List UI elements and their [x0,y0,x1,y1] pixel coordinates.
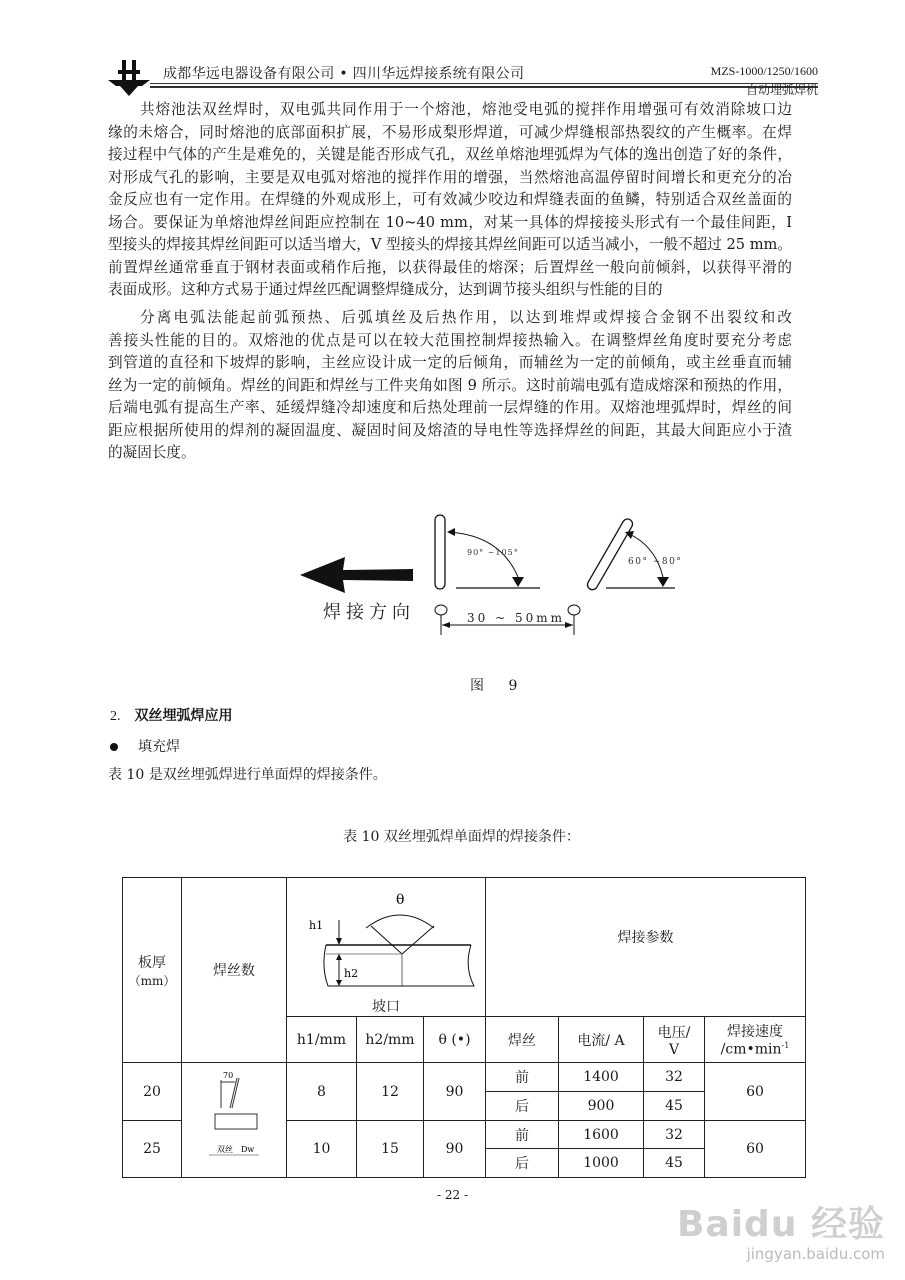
angle-rear-label: 60° ~80° [628,557,683,567]
wire-sketch-dim: 70 [223,1071,234,1080]
cell-wire: 前 [486,1063,559,1092]
header-speed-line1: 焊接速度 [727,1024,784,1041]
header-thickness [123,878,182,1063]
cell-current: 1000 [559,1149,644,1178]
bullet-icon [110,743,118,751]
cell-thickness: 25 [123,1121,182,1178]
header-company: 成都华远电器设备有限公司 • 四川华远焊接系统有限公司 [163,66,525,82]
groove-label: 坡口 [372,999,400,1015]
text-line: 对形成气孔的影响，主要是双电弧对熔池的搅拌作用的增强，当然熔池高温停留时间增长和更充分的冶 [108,168,792,186]
cell-current: 1400 [559,1063,644,1092]
cell-h2: 12 [357,1063,424,1121]
watermark-brand: Baidu 经验 [676,1204,885,1245]
cell-wire: 后 [486,1149,559,1178]
cell-voltage: 45 [644,1092,705,1121]
header-h2: h2/mm [357,1017,424,1063]
header-params: 焊接参数 [486,878,806,1017]
spacing-label: 30 ~ 50mm [467,611,565,625]
company-logo [106,58,152,98]
twin-wire-sketch [199,1068,269,1168]
watermark-url: jingyan.baidu.com [746,1245,885,1263]
cell-h1: 8 [287,1063,357,1121]
cell-voltage: 32 [644,1121,705,1149]
text-line: 距应根据所使用的焊剂的凝固温度、凝固时间及熔渣的导电性等选择焊丝的间距，其最大间距应小于渣 [108,421,792,439]
text-line: 善接头性能的目的。双熔池的优点是可以在较大范围控制焊接热输入。在调整焊丝角度时要充分考虑 [108,331,792,349]
cell-current: 900 [559,1092,644,1121]
header-thickness-unit: （mm） [128,973,176,988]
groove-h1-label: h1 [309,919,324,932]
rear-wire [566,515,655,594]
header-voltage [644,1017,705,1063]
header-model: MZS-1000/1250/1600 [710,64,818,78]
watermark [677,1205,885,1263]
text-line: 场合。要保证为单熔池焊丝间距应控制在 10~40 mm，对某一具体的焊接接头形式有一个最佳间距，I [108,213,792,231]
wire-sketch-dw: Dw [241,1145,255,1154]
header-speed-line2: /cm•min [720,1041,782,1058]
section-number: 2. [110,709,121,724]
intro-text: 表 10 是双丝埋弧焊进行单面焊的焊接条件。 [108,767,387,783]
section-heading [110,705,233,725]
text-line: 型接头的焊接其焊丝间距可以适当增大，V 型接头的焊接其焊丝间距可以适当减小，一般不超过 25 mm。 [108,236,792,253]
header-speed [705,1017,806,1063]
wire-sketch-cell [182,1063,287,1178]
groove-h2-label: h2 [344,967,359,980]
direction-label: 焊接方向 [323,602,415,623]
figure-9-diagram [290,505,700,655]
front-wire [435,515,445,589]
text-line: 前置焊丝通常垂直于钢材表面或稍作后拖，以获得最佳的熔深；后置焊丝一般向前倾斜，以获得平滑的 [108,258,792,276]
table-caption: 表 10 双丝埋弧焊单面焊的焊接条件： [343,829,580,845]
cell-thickness: 20 [123,1063,182,1121]
header-current: 电流/ A [559,1017,644,1063]
cell-current: 1600 [559,1121,644,1149]
header-wires: 焊丝数 [182,878,287,1063]
header-theta: θ (•) [424,1017,486,1063]
cell-wire: 后 [486,1092,559,1121]
bullet-text: 填充焊 [138,739,180,755]
cell-speed: 60 [705,1063,806,1121]
cell-voltage: 32 [644,1063,705,1092]
cell-theta: 90 [424,1063,486,1121]
cell-theta: 90 [424,1121,486,1178]
angle-front-label: 90° ~105° [467,548,519,557]
table-row [123,1063,806,1092]
header-h1: h1/mm [287,1017,357,1063]
groove-diagram [296,882,476,992]
bullet-item [110,736,180,756]
header-wire: 焊丝 [486,1017,559,1063]
header-voltage-line2: V [668,1041,680,1058]
text-line: 的凝固长度。 [108,444,196,461]
page-number: - 22 - [436,1188,468,1202]
text-line: 金反应也有一定作用。在焊缝的外观成形上，可有效减少咬边和焊缝表面的鱼鳞，特别适合双丝盖面的 [108,191,792,208]
text-line: 后端电弧有提高生产率、延缓焊缝冷却速度和后热处理前一层焊缝的作用。双熔池埋弧焊时，焊丝的间 [108,399,792,416]
cell-speed: 60 [705,1121,806,1178]
text-line: 表面成形。这种方式易于通过焊丝匹配调整焊缝成分，达到调节接头组织与性能的目的 [108,281,663,298]
header-product: 自动埋弧焊机 [745,83,818,97]
cell-voltage: 45 [644,1149,705,1178]
welding-conditions-table [122,877,806,1178]
header-thickness-label: 板厚 [138,954,166,971]
figure-caption: 图 9 [470,678,528,694]
cell-h2: 15 [357,1121,424,1178]
wire-sketch-label: 双丝 [217,1145,233,1154]
text-line: 接过程中气体的产生是难免的，关键是能否形成气孔，双丝单熔池埋弧焊为气体的逸出创造了好的条件， [108,146,792,163]
text-line: 丝为一定的前倾角。焊丝的间距和焊丝与工件夹角如图 9 所示。这时前端电弧有造成熔深和预热的作用， [108,376,792,394]
text-line: 缘的未熔合，同时熔池的底部面积扩展，不易形成梨形焊道，可减少焊缝根部热裂纹的产生概率。在焊 [108,123,792,141]
section-title: 双丝埋弧焊应用 [134,708,233,724]
text-line: 分离电弧法能起前弧预热、后弧填丝及后热作用，以达到堆焊或焊接合金钢不出裂纹和改 [140,309,792,326]
text-line: 到管道的直径和下坡焊的影响，主丝应设计成一定的后倾角，而辅丝为一定的前倾角，或主丝垂直而辅 [108,354,792,371]
direction-arrow-icon [300,557,413,593]
cell-wire: 前 [486,1121,559,1149]
header-groove [287,878,486,1017]
header-voltage-line1: 电压/ [657,1024,691,1041]
text-line: 共熔池法双丝焊时，双电弧共同作用于一个熔池，熔池受电弧的搅拌作用增强可有效消除坡口边 [140,101,792,118]
groove-theta-label: θ [396,892,405,908]
header-speed-sup: -1 [781,1041,790,1051]
cell-h1: 10 [287,1121,357,1178]
